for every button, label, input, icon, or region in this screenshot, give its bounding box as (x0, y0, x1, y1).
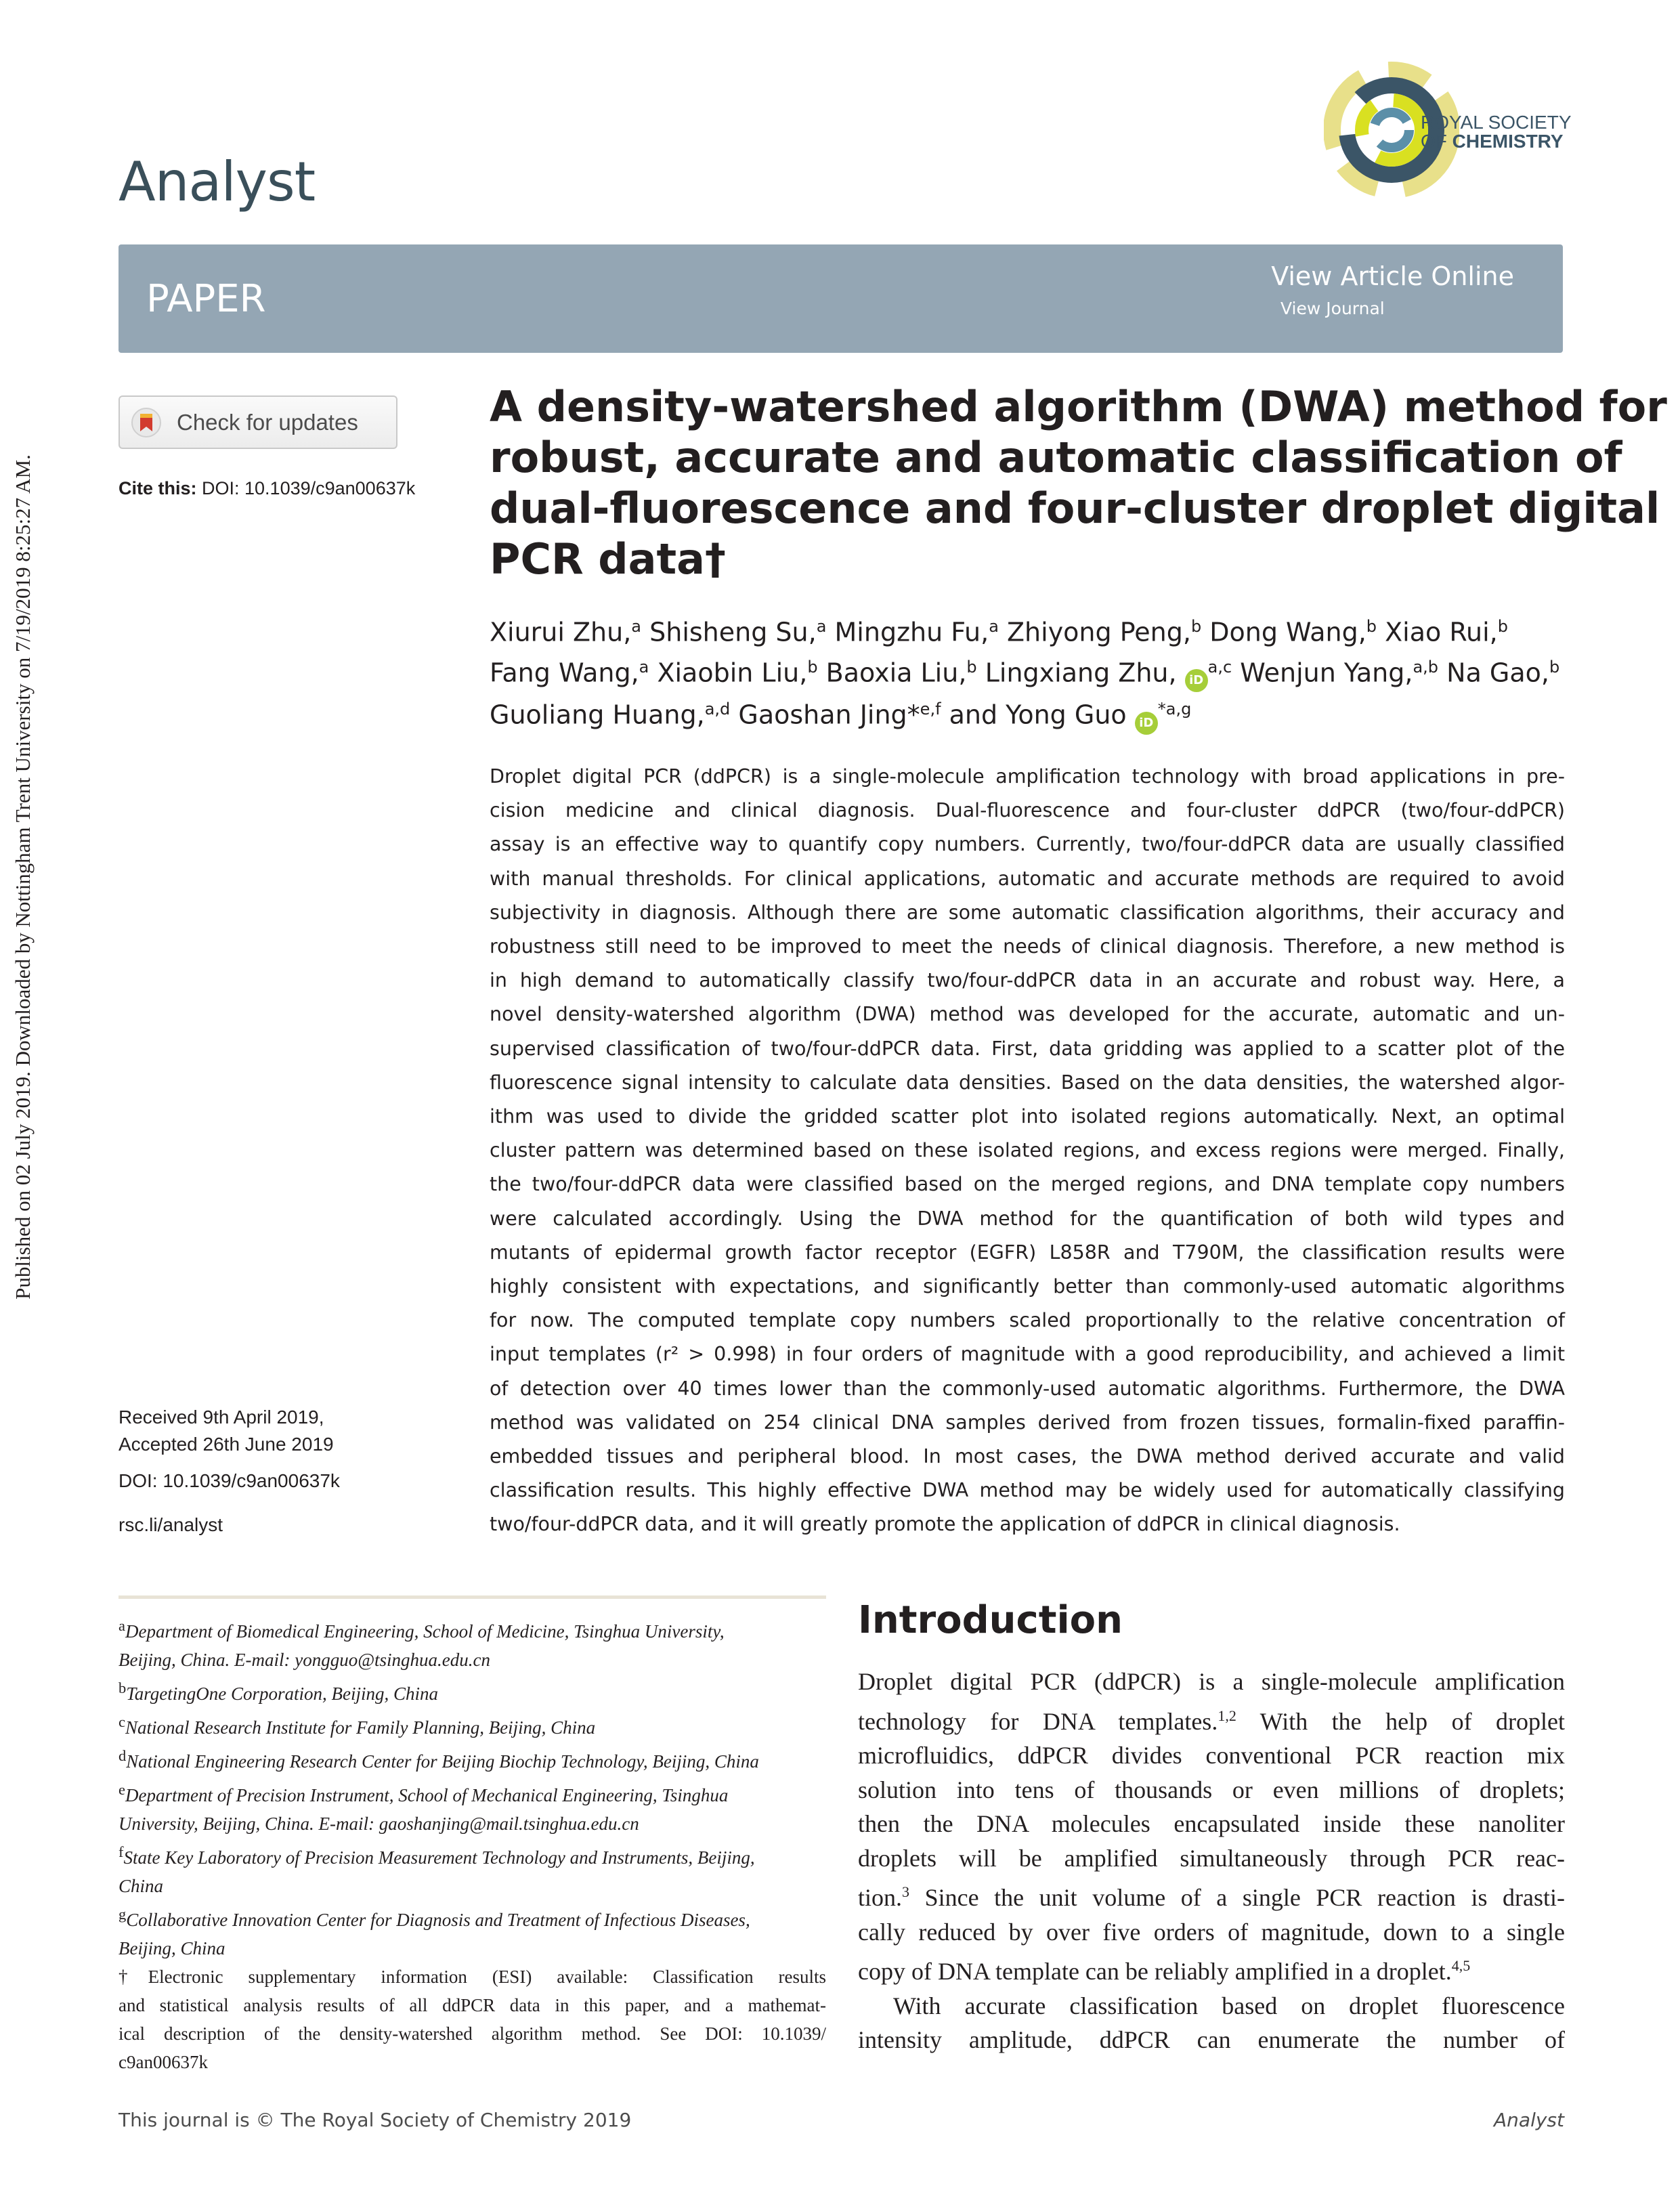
author-name[interactable]: Xiaobin Liu, (657, 658, 808, 688)
affiliation-line: $^a$Department of Biomedical Engineering, School of Medicine, Tsinghua University, (119, 1617, 725, 1642)
author-name[interactable]: Baoxia Liu, (825, 658, 967, 688)
author-affiliation: a (989, 617, 999, 636)
title-line: robust, accurate and automatic classification of (490, 433, 1622, 482)
abstract-line: for now. The computed template copy numbers scaled proportionally to the relative concentration of (490, 1309, 1565, 1332)
abstract-line: embedded tissues and peripheral blood. In most cases, the DWA method derived accurate and valid (490, 1445, 1565, 1468)
esi-line: and statistical analysis results of all ddPCR data in this paper, and a mathemat- (119, 1995, 826, 2015)
journal-name: Analyst (119, 150, 316, 213)
abstract-line: assay is an effective way to quantify copy numbers. Currently, two/four-ddPCR data are usually classified (490, 833, 1565, 856)
intro-line: With accurate classification based on droplet fluorescence (893, 1992, 1565, 2019)
title-line: dual-fluorescence and four-cluster droplet digital (490, 484, 1660, 533)
abstract-line: Droplet digital PCR (ddPCR) is a single-molecule amplification technology with broad applications in pre- (490, 765, 1565, 788)
author-affiliation: a,b (1413, 657, 1439, 677)
accepted-date: Accepted 26th June 2019 (119, 1434, 334, 1455)
citation-ref[interactable]: 3 (902, 1883, 910, 1900)
affiliation-divider (119, 1595, 826, 1599)
citation-ref[interactable]: 4,5 (1451, 1957, 1471, 1974)
intro-line: cally reduced by over five orders of magnitude, down to a single (858, 1918, 1565, 1946)
abstract (490, 760, 1565, 1542)
affiliation-line: University, Beijing, China. E-mail: gaoshanjing@mail.tsinghua.edu.cn (119, 1814, 639, 1834)
cite-this-doi[interactable]: DOI: 10.1039/c9an00637k (196, 478, 416, 498)
author-affiliation: b (1497, 617, 1508, 636)
download-stamp-text: Published on 02 July 2019. Downloaded by Nottingham Trent University on 7/19/2019 8:25:27 AM. (11, 454, 35, 1300)
abstract-line: input templates (r² > 0.998) in four orders of magnitude with a good reproducibility, and achieved a limit (490, 1343, 1565, 1366)
title-line: A density-watershed algorithm (DWA) method for (490, 382, 1667, 431)
author-name[interactable]: and Yong Guo (949, 700, 1127, 730)
author-affiliation: a,c (1207, 657, 1232, 677)
author-line (490, 692, 1573, 735)
abstract-line: robustness still need to be improved to meet the needs of clinical diagnosis. Therefore, a new method is (490, 935, 1565, 958)
received-dates (119, 1404, 334, 1458)
author-name[interactable]: Zhiyong Peng, (1007, 617, 1191, 647)
abstract-line: subjectivity in diagnosis. Although there are some automatic classification algorithms, their accuracy and (490, 901, 1565, 924)
author-affiliation: a,d (704, 700, 731, 719)
abstract-line: method was validated on 254 clinical DNA samples derived from frozen tissues, formalin-fixed paraffin- (490, 1411, 1565, 1434)
rsc-logo-line2: OF CHEMISTRY (1421, 131, 1564, 152)
title-line: PCR data† (490, 534, 726, 584)
rsc-logo-line1: ROYAL SOCIETY (1421, 112, 1572, 133)
intro-line: intensity amplitude, ddPCR can enumerate the number of (858, 2026, 1565, 2053)
author-affiliation: b (966, 657, 977, 677)
abstract-line: the two/four-ddPCR data were classified based on the merged regions, and DNA template copy numbers (490, 1173, 1565, 1196)
abstract-line: classification results. This highly effective DWA method may be widely used for automatically classifying (490, 1479, 1565, 1502)
affiliation-line: $^e$Department of Precision Instrument, School of Mechanical Engineering, Tsinghua (119, 1781, 729, 1805)
author-affiliation: b (1190, 617, 1202, 636)
check-for-updates-button[interactable] (119, 395, 397, 449)
section-heading-introduction: Introduction (858, 1598, 1123, 1642)
intro-line: droplets will be amplified simultaneously through PCR reac- (858, 1844, 1565, 1872)
journal-link[interactable]: rsc.li/analyst (119, 1514, 223, 1535)
affiliation-line: $^f$State Key Laboratory of Precision Measurement Technology and Instruments, Beijing, (119, 1843, 755, 1868)
author-list (490, 609, 1573, 735)
author-affiliation: b (807, 657, 818, 677)
abstract-line: of detection over 40 times lower than the commonly-used automatic algorithms. Furthermore, the DWA (490, 1377, 1565, 1400)
author-affiliation: b (1549, 657, 1560, 677)
download-stamp (9, 423, 37, 1331)
intro-line: copy of DNA template can be reliably amplified in a droplet.$^{4,5}$ (858, 1957, 1471, 1985)
author-name[interactable]: Xiurui Zhu, (490, 617, 632, 647)
cite-this-label: Cite this: (119, 478, 197, 498)
abstract-line: two/four-ddPCR data, and it will greatly promote the application of ddPCR in clinical diagnosis. (490, 1513, 1400, 1536)
author-affiliation: a (816, 617, 827, 636)
abstract-line: cluster pattern was determined based on these isolated regions, and excess regions were merged. Finally, (490, 1139, 1565, 1162)
author-name[interactable]: Lingxiang Zhu, (985, 658, 1177, 688)
affiliation-line: $^d$National Engineering Research Center for Beijing Biochip Technology, Beijing, China (119, 1747, 759, 1772)
author-affiliation: *a,g (1157, 700, 1192, 719)
affiliation-line: Beijing, China (119, 1938, 225, 1958)
footer-journal: Analyst (1494, 2109, 1564, 2131)
cite-this (119, 478, 415, 499)
author-affiliation: b (1366, 617, 1377, 636)
citation-ref[interactable]: 1,2 (1218, 1707, 1236, 1724)
introduction-body (858, 1665, 1565, 2057)
abstract-line: fluorescence signal intensity to calculate data densities. Based on the data densities, the watershed algor- (490, 1071, 1565, 1094)
received-date: Received 9th April 2019, (119, 1407, 324, 1428)
abstract-line: mutants of epidermal growth factor receptor (EGFR) L858R and T790M, the classification results were (490, 1241, 1565, 1264)
intro-line: technology for DNA templates.$^{1,2}$ With the help of droplet (858, 1707, 1566, 1735)
intro-line: then the DNA molecules encapsulated inside these nanoliter (858, 1810, 1565, 1837)
abstract-line: with manual thresholds. For clinical applications, automatic and accurate methods are required to avoid (490, 867, 1565, 890)
article-title (490, 381, 1667, 584)
author-name[interactable]: Xiao Rui, (1385, 617, 1498, 647)
rsc-logo (1324, 54, 1574, 207)
orcid-icon[interactable]: iD (1135, 712, 1158, 735)
author-name[interactable]: Fang Wang, (490, 658, 639, 688)
intro-line: microfluidics, ddPCR divides conventional PCR reaction mix (858, 1742, 1565, 1769)
view-article-online-link[interactable]: View Article Online (1271, 261, 1514, 291)
abstract-line: highly consistent with expectations, and significantly better than commonly-used automatic algorithms (490, 1275, 1565, 1298)
author-affiliation: a (639, 657, 649, 677)
esi-line: †Electronic supplementary information (ESI) available: Classification results (119, 1967, 826, 1987)
abstract-line: supervised classification of two/four-ddPCR data. First, data gridding was applied to a scatter plot of the (490, 1037, 1565, 1060)
affiliations (119, 1612, 826, 2076)
author-name[interactable]: Dong Wang, (1209, 617, 1366, 647)
abstract-line: novel density-watershed algorithm (DWA) method was developed for the accurate, automatic and un- (490, 1003, 1565, 1026)
affiliation-line: China (119, 1876, 164, 1896)
author-name[interactable]: Shisheng Su, (649, 617, 817, 647)
author-name[interactable]: Gaoshan Jing* (738, 700, 920, 730)
author-line (490, 650, 1573, 693)
affiliation-line: $^c$National Research Institute for Family Planning, Beijing, China (119, 1713, 596, 1738)
article-banner (119, 244, 1563, 353)
view-journal-link[interactable]: View Journal (1280, 299, 1385, 318)
author-affiliation: a (631, 617, 642, 636)
esi-line: ical description of the density-watershed algorithm method. See DOI: 10.1039/ (119, 2023, 826, 2044)
author-name[interactable]: Na Gao, (1446, 658, 1549, 688)
author-name[interactable]: Mingzhu Fu, (834, 617, 989, 647)
author-affiliation: e,f (920, 700, 941, 719)
abstract-line: in high demand to automatically classify two/four-ddPCR data in an accurate and robust way. Here, a (490, 969, 1565, 992)
orcid-icon[interactable]: iD (1185, 669, 1208, 692)
author-name[interactable]: Guoliang Huang, (490, 700, 705, 730)
article-type-label: PAPER (146, 277, 266, 321)
affiliation-line: Beijing, China. E-mail: yongguo@tsinghua.edu.cn (119, 1650, 491, 1670)
intro-line: tion.$^3$ Since the unit volume of a single PCR reaction is drasti- (858, 1883, 1565, 1911)
author-line (490, 609, 1573, 650)
affiliation-line: $^b$TargetingOne Corporation, Beijing, China (119, 1679, 439, 1704)
check-updates-label: Check for updates (177, 409, 358, 435)
footer-copyright: This journal is © The Royal Society of Chemistry 2019 (119, 2109, 632, 2131)
article-doi[interactable]: DOI: 10.1039/c9an00637k (119, 1470, 340, 1491)
abstract-line: were calculated accordingly. Using the DWA method for the quantification of both wild types and (490, 1207, 1565, 1230)
abstract-line: cision medicine and clinical diagnosis. Dual-fluorescence and four-cluster ddPCR (two/four-ddPCR) (490, 799, 1565, 822)
intro-line: Droplet digital PCR (ddPCR) is a single-molecule amplification (858, 1668, 1565, 1695)
intro-line: solution into tens of thousands or even millions of droplets; (858, 1776, 1565, 1803)
esi-line: c9an00637k (119, 2052, 208, 2072)
affiliation-line: $^g$Collaborative Innovation Center for Diagnosis and Treatment of Infectious Diseases, (119, 1906, 750, 1930)
author-name[interactable]: Wenjun Yang, (1240, 658, 1413, 688)
check-updates-icon (131, 407, 162, 438)
abstract-line: ithm was used to divide the gridded scatter plot into isolated regions automatically. Next, an optimal (490, 1105, 1565, 1128)
